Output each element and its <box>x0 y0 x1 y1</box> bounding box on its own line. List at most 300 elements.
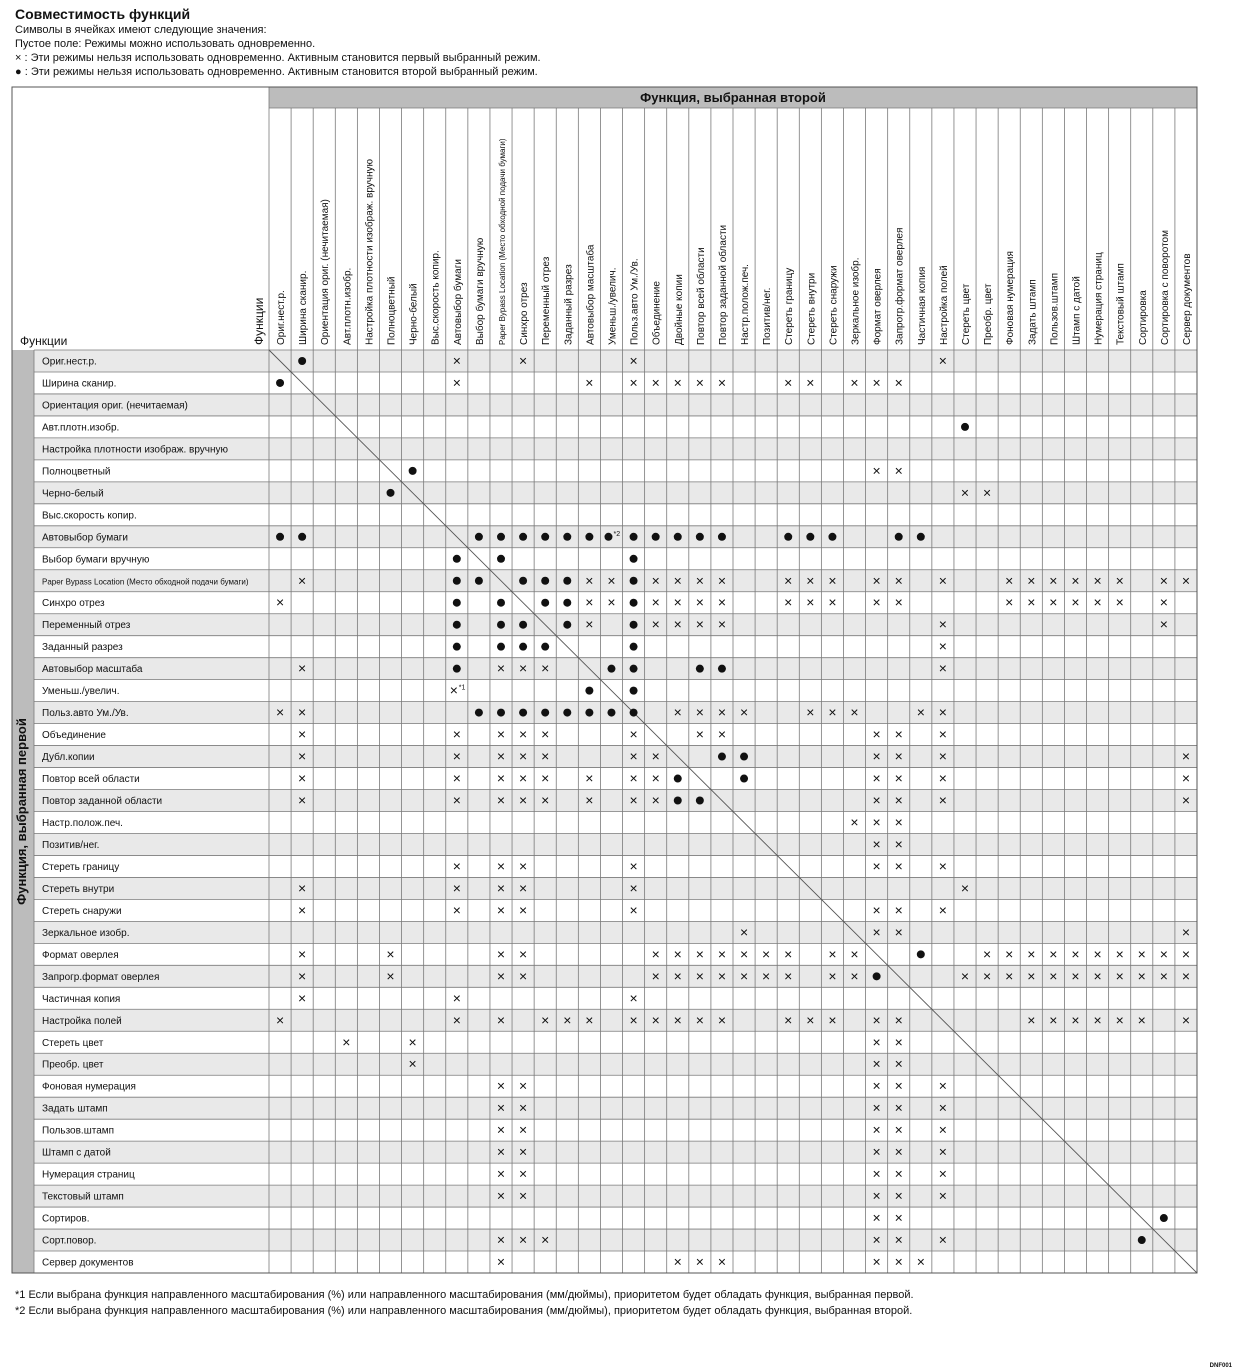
cross-mark: × <box>1049 572 1058 589</box>
row-label: Выс.скорость копир. <box>42 510 137 522</box>
cross-mark: × <box>1181 945 1191 962</box>
column-header: Авт.плотн.изобр. <box>342 267 354 345</box>
row-label: Настр.полож.печ. <box>42 817 123 829</box>
dot-mark <box>1160 1214 1168 1222</box>
cross-mark: × <box>806 572 815 589</box>
dot-mark <box>718 665 726 673</box>
cross-mark: × <box>1181 967 1191 984</box>
cross-mark: × <box>894 594 903 611</box>
cross-mark: × <box>585 594 594 611</box>
dot-mark <box>740 753 748 761</box>
cross-mark: × <box>496 660 506 677</box>
row-shading <box>34 1097 1197 1119</box>
row-label: Ориентация ориг. (нечитаемая) <box>42 400 188 412</box>
cross-mark: × <box>894 1055 903 1072</box>
cross-mark: × <box>983 484 992 501</box>
cross-mark: × <box>806 1011 815 1028</box>
cross-mark: × <box>519 748 528 765</box>
dot-mark <box>917 950 925 958</box>
dot-mark <box>604 533 612 541</box>
row-label: Авт.плотн.изобр. <box>42 422 120 434</box>
cross-mark: × <box>298 879 307 896</box>
row-label: Ширина сканир. <box>42 378 117 390</box>
dot-mark <box>453 599 461 607</box>
cross-mark: × <box>938 616 947 633</box>
cross-mark: × <box>784 1011 793 1028</box>
cross-mark: × <box>695 726 704 743</box>
dot-mark <box>475 577 483 585</box>
cross-mark: × <box>938 901 947 918</box>
cross-mark: × <box>717 726 727 743</box>
dot-mark <box>519 709 527 717</box>
footnote: *1 Если выбрана функция направленного масштабирования (%) или направленного масштабирования (мм/дюймы), приоритетом будет обладать функция, выбранная первой. <box>15 1289 914 1301</box>
cross-mark: × <box>496 792 506 809</box>
cross-mark: × <box>519 879 528 896</box>
cross-mark: × <box>408 1033 417 1050</box>
cross-mark: × <box>762 967 771 984</box>
cross-mark: × <box>894 835 903 852</box>
cross-mark: × <box>298 660 307 677</box>
dot-mark <box>607 665 615 673</box>
column-header: Стереть границу <box>784 267 796 345</box>
cross-mark: × <box>386 945 395 962</box>
row-shading <box>34 746 1197 768</box>
cross-mark: × <box>739 945 749 962</box>
cross-mark: × <box>695 1253 704 1270</box>
column-header: Заданный разрез <box>563 264 575 345</box>
cross-mark: × <box>298 748 307 765</box>
cross-mark: × <box>872 1143 881 1160</box>
cross-mark: × <box>563 1011 572 1028</box>
cross-mark: × <box>872 726 881 743</box>
cross-mark: × <box>1137 945 1146 962</box>
row-label: Объединение <box>42 730 106 742</box>
cross-mark: × <box>1005 967 1014 984</box>
cross-mark: × <box>894 813 903 830</box>
cross-mark: × <box>496 1099 506 1116</box>
row-shading <box>34 1141 1197 1163</box>
row-label: Повтор всей области <box>42 774 140 786</box>
cross-mark: × <box>519 660 528 677</box>
row-label: Настройка плотности изображ. вручную <box>42 444 229 456</box>
cross-mark: × <box>452 989 461 1006</box>
cross-mark: × <box>1181 770 1191 787</box>
cross-mark: × <box>806 594 815 611</box>
column-header: Выбор бумаги вручную <box>474 237 486 345</box>
column-header: Автовыбор масштаба <box>585 244 597 345</box>
row-label: Уменьш./увелич. <box>42 686 120 698</box>
column-header: Стереть цвет <box>961 283 972 345</box>
column-header: Пользов.штамп <box>1049 272 1061 345</box>
cross-mark: × <box>496 1121 506 1138</box>
column-header: Фоновая нумерация <box>1005 251 1017 345</box>
row-label: Настройка полей <box>42 1015 122 1027</box>
cross-mark: × <box>717 1253 727 1270</box>
cross-mark: × <box>1181 572 1191 589</box>
grid-lines <box>34 87 1197 1273</box>
cross-mark: × <box>629 989 638 1006</box>
cross-mark: × <box>938 704 947 721</box>
cross-mark: × <box>673 594 682 611</box>
cross-mark: × <box>1093 945 1102 962</box>
cross-mark: × <box>938 1231 947 1248</box>
dot-mark <box>453 555 461 563</box>
dot-mark <box>519 577 527 585</box>
dot-mark <box>563 533 571 541</box>
cross-mark: × <box>828 594 837 611</box>
dot-mark <box>607 709 615 717</box>
dot-mark <box>784 533 792 541</box>
cross-mark: × <box>651 792 660 809</box>
dot-mark <box>453 621 461 629</box>
cross-mark: × <box>298 704 307 721</box>
cross-mark: × <box>1027 967 1036 984</box>
dot-mark <box>298 533 306 541</box>
cross-mark: × <box>938 792 947 809</box>
cross-mark: × <box>1005 572 1014 589</box>
cross-mark: × <box>541 726 550 743</box>
dot-mark <box>276 533 284 541</box>
cross-mark: × <box>585 572 594 589</box>
cross-mark: × <box>1137 1011 1146 1028</box>
cross-mark: × <box>1005 594 1014 611</box>
cross-mark: × <box>585 616 594 633</box>
corner-functions-label: Функции <box>20 334 68 348</box>
column-header: Ориг.нест.р. <box>276 290 288 345</box>
cross-mark: × <box>872 770 881 787</box>
cross-mark: × <box>916 1253 925 1270</box>
row-label: Повтор заданной области <box>42 796 163 808</box>
cross-mark: × <box>717 1011 727 1028</box>
dot-mark <box>453 665 461 673</box>
cross-mark: × <box>298 770 307 787</box>
cross-mark: × <box>452 901 461 918</box>
dot-mark <box>652 533 660 541</box>
dot-mark <box>630 533 638 541</box>
row-shading <box>34 702 1197 724</box>
dot-mark <box>873 972 881 980</box>
cross-mark: × <box>1159 572 1168 589</box>
dot-mark <box>630 643 638 651</box>
cross-mark: × <box>452 374 461 391</box>
cross-mark: × <box>452 748 461 765</box>
cross-mark: × <box>1159 967 1168 984</box>
cross-mark: × <box>629 879 638 896</box>
cross-mark: × <box>739 923 749 940</box>
cross-mark: × <box>496 1165 506 1182</box>
cross-mark: × <box>452 1011 461 1028</box>
cross-mark: × <box>496 1011 506 1028</box>
cross-mark: × <box>519 352 528 369</box>
cross-mark: × <box>651 594 660 611</box>
dot-mark <box>630 599 638 607</box>
cross-mark: × <box>1181 792 1191 809</box>
cross-mark: × <box>1159 616 1168 633</box>
cross-mark: × <box>983 967 992 984</box>
cross-mark: × <box>938 1187 947 1204</box>
cross-mark: × <box>717 374 727 391</box>
column-header: Настройка плотности изображ. вручную <box>364 158 376 345</box>
cross-mark: × <box>519 1077 528 1094</box>
cross-mark: × <box>519 1121 528 1138</box>
dot-mark <box>696 533 704 541</box>
cross-mark: × <box>872 1011 881 1028</box>
row-label: Текстовый штамп <box>42 1191 124 1203</box>
second-function-header: Функция, выбранная второй <box>640 90 826 105</box>
cross-mark: × <box>629 792 638 809</box>
column-header: Формат оверлея <box>872 268 884 345</box>
cross-mark: × <box>496 945 506 962</box>
row-label: Черно-белый <box>42 488 104 500</box>
row-shading <box>34 1185 1197 1207</box>
row-shading <box>34 658 1197 680</box>
cross-mark: × <box>695 374 704 391</box>
cross-mark: × <box>452 792 461 809</box>
dot-mark <box>453 643 461 651</box>
dot-mark <box>585 687 593 695</box>
cross-mark: × <box>938 857 947 874</box>
cross-mark: × <box>894 857 903 874</box>
cross-mark: × <box>1071 945 1080 962</box>
cross-mark: × <box>408 1055 417 1072</box>
cross-mark: × <box>673 704 682 721</box>
cross-mark: × <box>938 726 947 743</box>
cross-mark: × <box>762 945 771 962</box>
column-header: Синхро отрез <box>519 282 531 345</box>
legend-line: × : Эти режимы нельзя использовать одновременно. Активным становится первый выбранный режим. <box>15 52 541 64</box>
dot-mark <box>630 687 638 695</box>
cross-mark: × <box>541 748 550 765</box>
cross-mark: × <box>894 1187 903 1204</box>
cross-mark: × <box>298 572 307 589</box>
dot-mark <box>497 621 505 629</box>
column-header: Paper Bypass Location (Место обходной подачи бумаги) <box>498 138 507 345</box>
cross-mark: × <box>1049 945 1058 962</box>
cross-mark: × <box>695 945 704 962</box>
cross-mark: × <box>938 352 947 369</box>
row-label: Позитив/нег. <box>42 839 100 851</box>
row-label: Сорт.повор. <box>42 1235 97 1247</box>
legend-line: Символы в ячейках имеют следующие значения: <box>15 24 267 36</box>
row-label: Зеркальное изобр. <box>42 927 130 939</box>
column-header: Ориентация ориг. (нечитаемая) <box>320 199 332 345</box>
cross-mark: × <box>1071 1011 1080 1028</box>
cross-mark: × <box>872 835 881 852</box>
row-shading <box>34 1053 1197 1075</box>
cross-mark: × <box>872 1231 881 1248</box>
cross-mark: × <box>938 1099 947 1116</box>
cross-mark: × <box>717 945 727 962</box>
cross-mark: × <box>1181 748 1191 765</box>
cross-mark: × <box>452 770 461 787</box>
row-shading <box>34 394 1197 416</box>
cross-mark: × <box>496 967 506 984</box>
cross-mark: × <box>298 901 307 918</box>
cross-mark: × <box>629 374 638 391</box>
cross-mark: × <box>275 594 285 611</box>
cross-mark: × <box>695 616 704 633</box>
cross-mark: × <box>298 967 307 984</box>
cross-mark: × <box>452 879 461 896</box>
dot-mark <box>563 621 571 629</box>
cross-mark: × <box>1093 967 1102 984</box>
cross-mark: × <box>519 1187 528 1204</box>
cross-mark: × <box>541 770 550 787</box>
cross-mark: × <box>496 726 506 743</box>
cross-mark: × <box>872 792 881 809</box>
cross-mark: × <box>695 1011 704 1028</box>
cross-mark: × <box>828 572 837 589</box>
row-shading <box>34 833 1197 855</box>
cross-mark: × <box>386 967 395 984</box>
cross-mark: × <box>1049 967 1058 984</box>
dot-mark <box>541 533 549 541</box>
cross-mark: × <box>1093 594 1102 611</box>
column-header: Польз.авто Ум./Ув. <box>629 258 641 345</box>
dot-mark <box>806 533 814 541</box>
cross-mark: × <box>1071 594 1080 611</box>
cross-mark: × <box>828 1011 837 1028</box>
cross-mark: × <box>938 770 947 787</box>
cross-mark: × <box>872 1253 881 1270</box>
cross-mark: × <box>673 374 682 391</box>
cross-mark: × <box>1027 945 1036 962</box>
cross-mark: × <box>496 857 506 874</box>
row-label: Заданный разрез <box>42 642 123 654</box>
cross-mark: × <box>1115 967 1124 984</box>
cross-mark: × <box>585 770 594 787</box>
cross-mark: × <box>916 704 925 721</box>
cross-mark: × <box>872 748 881 765</box>
cross-mark: × <box>519 1231 528 1248</box>
cross-mark: × <box>739 704 749 721</box>
row-label: Автовыбор бумаги <box>42 532 128 544</box>
row-shading <box>34 790 1197 812</box>
cross-mark: × <box>519 1165 528 1182</box>
row-shading <box>34 614 1197 636</box>
footnote-marker: *1 <box>458 684 466 692</box>
dot-mark <box>585 709 593 717</box>
column-header: Нумерация страниц <box>1093 252 1105 345</box>
cross-mark: × <box>1093 1011 1102 1028</box>
column-header: Штамп с датой <box>1071 276 1083 345</box>
cross-mark: × <box>452 726 461 743</box>
column-header: Настр.полож.печ. <box>740 264 752 345</box>
cross-mark: × <box>519 945 528 962</box>
cross-mark: × <box>894 901 903 918</box>
document-code: DNF001 <box>1209 1363 1232 1369</box>
column-header: Зеркальное изобр. <box>850 257 862 345</box>
cross-mark: × <box>872 1209 881 1226</box>
cross-mark: × <box>850 813 859 830</box>
cross-mark: × <box>651 945 660 962</box>
cross-mark: × <box>541 792 550 809</box>
cross-mark: × <box>519 726 528 743</box>
cross-mark: × <box>607 594 616 611</box>
dot-mark <box>519 621 527 629</box>
cross-mark: × <box>629 901 638 918</box>
cross-mark: × <box>894 1033 903 1050</box>
cross-mark: × <box>1071 967 1080 984</box>
cross-mark: × <box>541 1011 550 1028</box>
cross-mark: × <box>938 748 947 765</box>
row-label: Дубл.копии <box>42 752 95 764</box>
cross-mark: × <box>673 1011 682 1028</box>
cross-mark: × <box>585 374 594 391</box>
cross-mark: × <box>629 726 638 743</box>
column-header: Выс.скорость копир. <box>430 250 442 345</box>
cross-mark: × <box>938 1077 947 1094</box>
cross-mark: × <box>872 1187 881 1204</box>
column-header: Уменьш./увелич. <box>607 267 619 345</box>
column-header: Сортировка <box>1137 290 1149 345</box>
cross-mark: × <box>739 967 749 984</box>
cross-mark: × <box>298 792 307 809</box>
row-label: Ориг.нест.р. <box>42 356 97 368</box>
cross-mark: × <box>850 967 859 984</box>
dot-mark <box>696 665 704 673</box>
cross-mark: × <box>298 989 307 1006</box>
cross-mark: × <box>673 572 682 589</box>
row-label: Полноцветный <box>42 466 111 478</box>
row-shading <box>34 965 1197 987</box>
cross-mark: × <box>1005 945 1014 962</box>
cross-mark: × <box>850 704 859 721</box>
cross-mark: × <box>960 967 970 984</box>
cross-mark: × <box>629 352 638 369</box>
cross-mark: × <box>519 857 528 874</box>
cross-mark: × <box>1027 1011 1036 1028</box>
cross-mark: × <box>1115 1011 1124 1028</box>
column-header: Преобр. цвет <box>983 283 995 345</box>
cross-mark: × <box>651 967 660 984</box>
legend-line: ● : Эти режимы нельзя использовать одновременно. Активным становится второй выбранный режим. <box>15 66 538 78</box>
column-header: Сервер документов <box>1181 253 1193 345</box>
row-label: Запрогр.формат оверлея <box>42 971 160 983</box>
cross-mark: × <box>298 945 307 962</box>
dot-mark <box>563 577 571 585</box>
dot-mark <box>630 665 638 673</box>
cross-mark: × <box>496 879 506 896</box>
column-header: Позитив/нег. <box>762 287 774 345</box>
row-label: Пользов.штамп <box>42 1125 115 1137</box>
cross-mark: × <box>496 1253 506 1270</box>
cross-mark: × <box>938 1121 947 1138</box>
row-label: Сортиров. <box>42 1213 90 1225</box>
dot-mark <box>630 621 638 629</box>
cross-mark: × <box>894 1231 903 1248</box>
cross-mark: × <box>1115 945 1124 962</box>
cross-mark: × <box>496 1143 506 1160</box>
cross-mark: × <box>519 770 528 787</box>
column-header: Черно-белый <box>408 283 420 345</box>
row-shading <box>34 350 1197 372</box>
cross-mark: × <box>342 1033 351 1050</box>
dot-mark <box>475 533 483 541</box>
dot-mark <box>541 709 549 717</box>
cross-mark: × <box>894 792 903 809</box>
dot-mark <box>475 709 483 717</box>
row-shading <box>34 877 1197 899</box>
cross-mark: × <box>275 704 285 721</box>
cross-mark: × <box>872 374 881 391</box>
cross-mark: × <box>541 660 550 677</box>
dot-mark <box>409 467 417 475</box>
cross-mark: × <box>1181 1011 1191 1028</box>
row-label: Автовыбор масштаба <box>42 664 143 676</box>
cross-mark: × <box>695 967 704 984</box>
cross-mark: × <box>695 594 704 611</box>
